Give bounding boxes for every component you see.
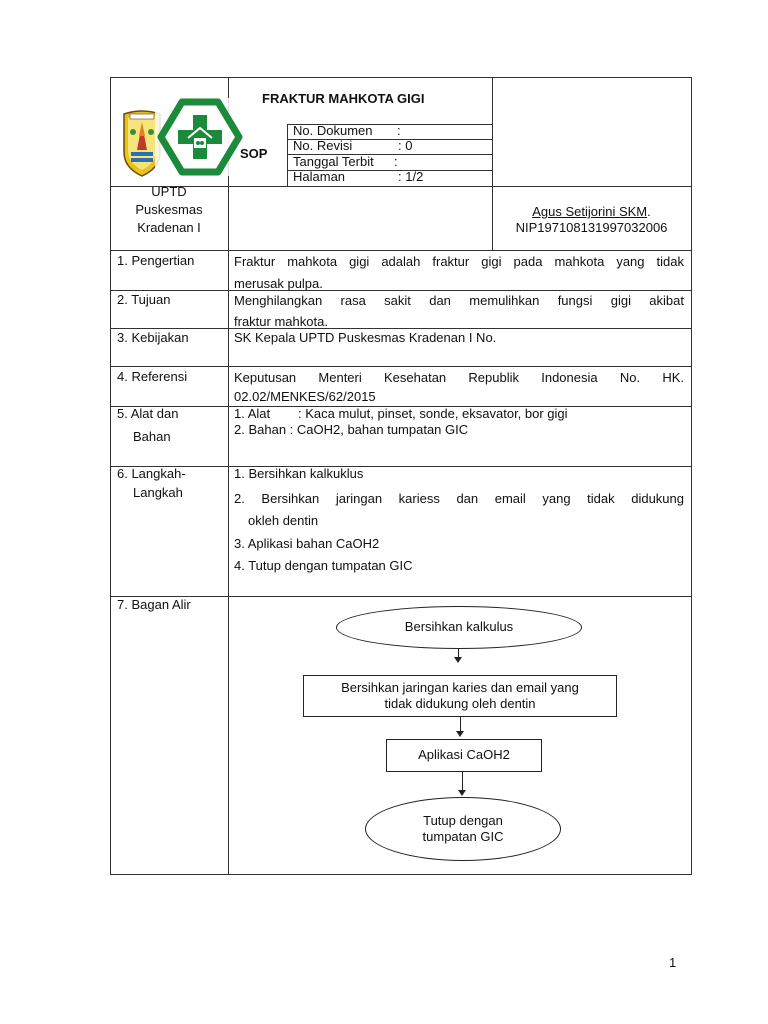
flow-arrow-3 [462,771,463,791]
org-name-line2: Puskesmas [135,202,203,217]
label-bagan-alir: 7. Bagan Alir [117,597,191,612]
label-tujuan: 2. Tujuan [117,292,171,307]
field-value-no-dokumen: : [397,123,401,138]
puskesmas-logo [155,98,245,176]
flow-step4-text-line1: Tutup dengan [423,812,503,828]
referensi-text-line1: Keputusan Menteri Kesehatan Republik Indonesia No. HK. [234,370,684,385]
label-alat-line1: 5. Alat dan [117,406,179,421]
page-number: 1 [669,955,677,970]
flow-step1-ellipse [336,606,582,649]
label-langkah-line1: 6. Langkah- [117,466,186,481]
alat-prefix: 1. Alat [234,406,271,421]
flow-step4-ellipse [365,797,561,861]
langkah-step1: 1. Bersihkan kalkuklus [234,466,364,481]
field-label-tanggal-terbit: Tanggal Terbit [293,154,374,169]
langkah-step4: 4. Tutup dengan tumpatan GIC [234,558,413,573]
langkah-step3: 3. Aplikasi bahan CaOH2 [234,536,380,551]
bahan-text: 2. Bahan : CaOH2, bahan tumpatan GIC [234,422,469,437]
flow-step4-text-line2: tumpatan GIC [422,829,504,844]
field-value-no-revisi: : 0 [398,138,413,153]
signatory-block [492,205,691,220]
puskesmas-cross-icon [155,98,245,176]
pengertian-text-line1: Fraktur mahkota gigi adalah fraktur gigi pada mahkota yang tidak [234,254,684,269]
sop-label: SOP [240,146,268,161]
field-label-halaman: Halaman [293,169,346,184]
field-value-tanggal-terbit: : [394,154,398,169]
flow-step2-text-line2: tidak didukung oleh dentin [384,696,536,711]
flow-arrowhead-3 [458,790,466,796]
signatory-name: Agus Setijorini SKM [532,204,648,219]
referensi-text-line2: 02.02/MENKES/62/2015 [234,389,376,404]
signatory-suffix: . [647,204,651,219]
document-title: FRAKTUR MAHKOTA GIGI [262,91,425,106]
label-referensi: 4. Referensi [117,369,188,384]
flow-step2-box [303,675,617,717]
flow-step3-text: Aplikasi CaOH2 [418,747,510,763]
signatory-nip: NIP197108131997032006 [515,220,668,235]
flow-arrowhead-1 [454,657,462,663]
pengertian-text-line2: merusak pulpa. [234,276,323,291]
flow-step2-text-line1: Bersihkan jaringan karies dan email yang [341,679,579,695]
flow-arrowhead-2 [456,731,464,737]
kebijakan-text: SK Kepala UPTD Puskesmas Kradenan I No. [234,330,497,345]
langkah-step2-line1: 2. Bersihkan jaringan kariess dan email yang tidak didukung [234,491,684,506]
label-kebijakan: 3. Kebijakan [117,330,189,345]
field-value-halaman: : 1/2 [398,169,424,184]
field-label-no-dokumen: No. Dokumen [293,123,373,138]
tujuan-text-line2: fraktur mahkota. [234,314,328,329]
flow-step3-box [386,739,542,772]
label-pengertian: 1. Pengertian [117,253,195,268]
langkah-step2-line2: okleh dentin [248,513,319,528]
label-langkah-line2: Langkah [133,485,183,500]
field-label-no-revisi: No. Revisi [293,138,353,153]
label-alat-line2: Bahan [133,429,171,444]
flow-step1-text: Bersihkan kalkulus [404,619,514,635]
flow-arrow-2 [460,716,461,732]
org-name-line3: Kradenan I [137,220,201,235]
org-name-line1: UPTD [151,184,187,199]
tujuan-text-line1: Menghilangkan rasa sakit dan memulihkan fungsi gigi akibat [234,293,684,308]
alat-value: : Kaca mulut, pinset, sonde, eksavator, bor gigi [298,406,568,421]
